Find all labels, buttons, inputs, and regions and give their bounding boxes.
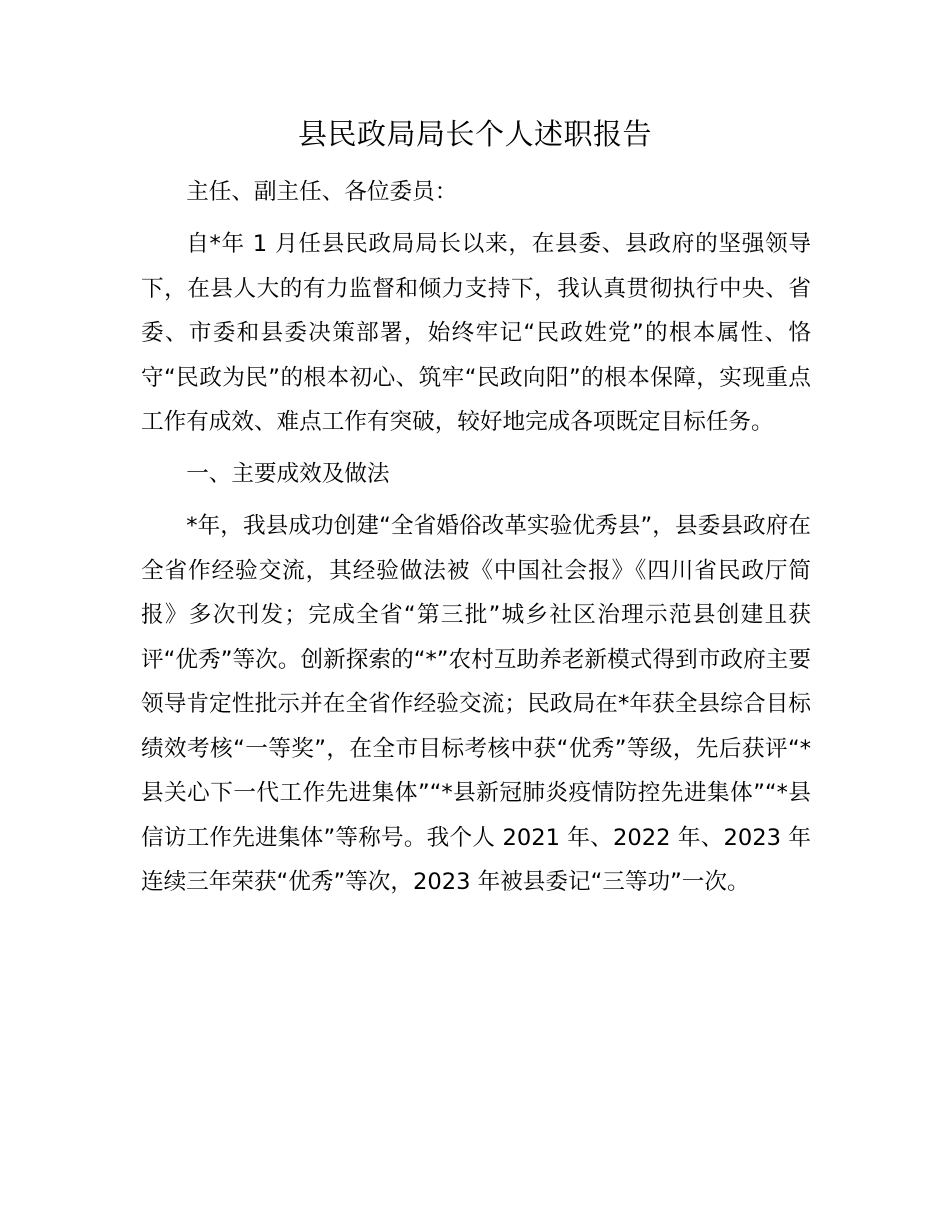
section-heading: 一、主要成效及做法 bbox=[186, 461, 390, 487]
achievements-paragraph: *年，我县成功创建“全省婚俗改革实验优秀县”，县委县政府在全省作经验交流，其经验做法被《中国社会报》《四川省民政厅简报》多次刊发；完成全省“第三批”城乡社区治理示范县创建且获评“优秀”等次。创新探索的“*”农村互助养老新模式得到市政府主要领导肯定性批示并在全省作经验交流；民政局在*年获全县综合目标绩效考核“一等奖”，在全市目标考核中获“优秀”等级，先后获评“*县关心下一代工作先进集体”“*县新冠肺炎疫情防控先进集体”“*县信访工作先进集体”等称号。我个人 2021 年、2022 年、2023 年连续三年荣获“优秀”等次，2023 年被县委记“三等功”一次。 bbox=[141, 513, 811, 895]
document-body bbox=[141, 170, 811, 912]
document-title: 县民政局局长个人述职报告 bbox=[297, 117, 652, 151]
intro-paragraph: 自*年 1 月任县民政局局长以来，在县委、县政府的坚强领导下，在县人大的有力监督和倾力支持下，我认真贯彻执行中央、省委、市委和县委决策部署，始终牢记“民政姓党”的根本属性、恪守“民政为民”的根本初心、筑牢“民政向阳”的根本保障，实现重点工作有成效、难点工作有突破，较好地完成各项既定目标任务。 bbox=[141, 231, 811, 435]
salutation: 主任、副主任、各位委员： bbox=[186, 179, 458, 205]
